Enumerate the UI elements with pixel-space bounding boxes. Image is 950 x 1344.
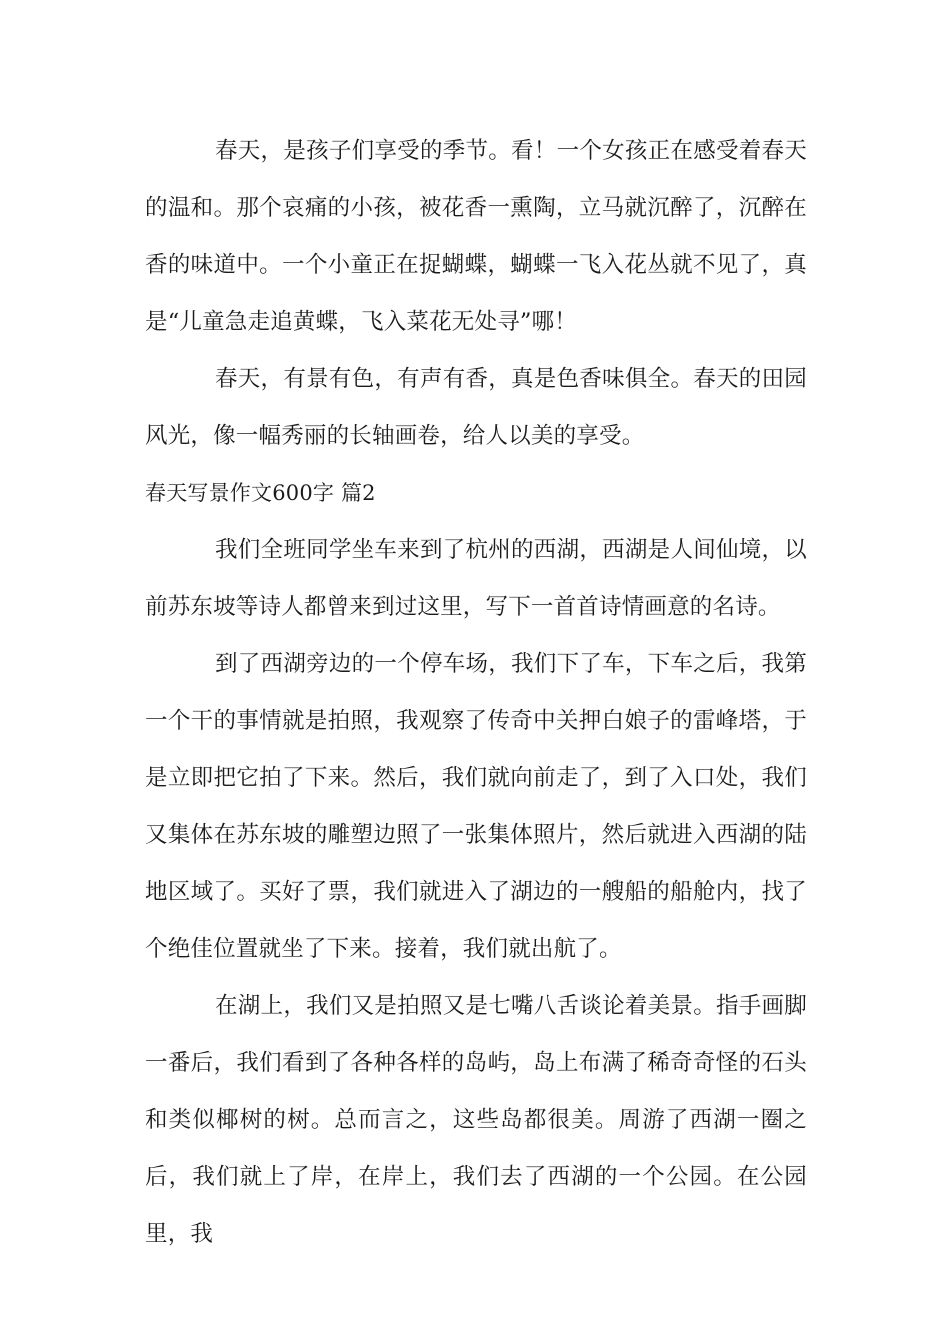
paragraph-parking-photos: 到了西湖旁边的一个停车场，我们下了车，下车之后，我第一个干的事情就是拍照，我观察了传奇中关押白娘子的雷峰塔，于是立即把它拍了下来。然后，我们就向前走了，到了入口处，我们又集体在苏东坡的雕塑边照了一张集体照片，然后就进入西湖的陆地区域了。买好了票，我们就进入了湖边的一艘船的船舱内，找了个绝佳位置就坐了下来。接着，我们就出航了。 xyxy=(145,651,807,962)
essay-heading: 春天写景作文600字 篇2 xyxy=(145,481,376,505)
paragraph-children-spring: 春天，是孩子们享受的季节。看！一个女孩正在感受着春天的温和。那个哀痛的小孩，被花香一熏陶，立马就沉醉了，沉醉在香的味道中。一个小童正在捉蝴蝶，蝴蝶一飞入花丛就不见了，真是“儿童急走追黄蝶，飞入菜花无处寻”哪！ xyxy=(145,138,807,335)
document-body xyxy=(145,123,807,1263)
paragraph-on-the-lake: 在湖上，我们又是拍照又是七嘴八舌谈论着美景。指手画脚一番后，我们看到了各种各样的岛屿，岛上布满了稀奇奇怪的石头和类似椰树的树。总而言之，这些岛都很美。周游了西湖一圈之后，我们就上了岸，在岸上，我们去了西湖的一个公园。在公园里，我 xyxy=(145,993,807,1247)
paragraph-west-lake-arrival: 我们全班同学坐车来到了杭州的西湖，西湖是人间仙境，以前苏东坡等诗人都曾来到过这里，写下一首首诗情画意的名诗。 xyxy=(145,537,807,620)
paragraph-spring-summary: 春天，有景有色，有声有香，真是色香味俱全。春天的田园风光，像一幅秀丽的长轴画卷，给人以美的享受。 xyxy=(145,366,807,449)
